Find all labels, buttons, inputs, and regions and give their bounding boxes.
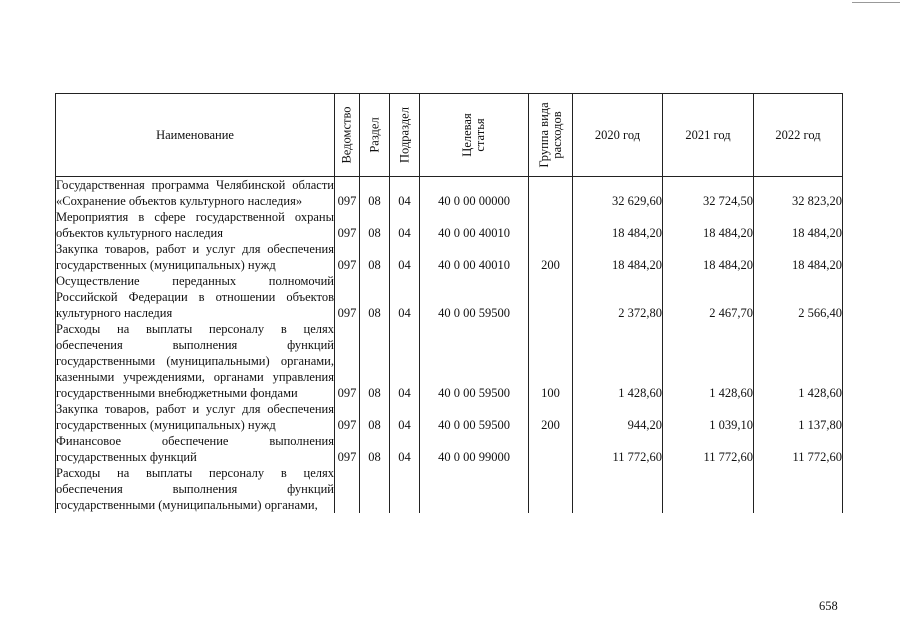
- row-vedomstvo: 097: [335, 209, 360, 241]
- row-2020: 944,20: [573, 401, 663, 433]
- row-vedomstvo: [335, 465, 360, 513]
- row-target: 40 0 00 59500: [420, 401, 529, 433]
- row-2020: 1 428,60: [573, 321, 663, 401]
- col-header-razdel: Раздел: [360, 94, 390, 177]
- row-2022: 32 823,20: [754, 177, 843, 210]
- row-podrazdel: 04: [390, 401, 420, 433]
- table-row: [56, 401, 843, 433]
- row-target: 40 0 00 99000: [420, 433, 529, 465]
- col-header-name: Наименование: [56, 94, 335, 177]
- row-name: Государственная программа Челябинской области «Сохранение объектов культурного наследия»: [56, 178, 334, 208]
- row-razdel: 08: [360, 273, 390, 321]
- row-razdel: 08: [360, 321, 390, 401]
- row-vedomstvo: 097: [335, 241, 360, 273]
- row-2021: 18 484,20: [663, 241, 754, 273]
- row-2021: 1 039,10: [663, 401, 754, 433]
- row-2021: 32 724,50: [663, 177, 754, 210]
- row-podrazdel: 04: [390, 177, 420, 210]
- row-name: Мероприятия в сфере государственной охраны объектов культурного наследия: [56, 210, 334, 240]
- row-2021: 11 772,60: [663, 433, 754, 465]
- row-podrazdel: [390, 465, 420, 513]
- row-vedomstvo: 097: [335, 177, 360, 210]
- row-podrazdel: 04: [390, 209, 420, 241]
- row-2020: 11 772,60: [573, 433, 663, 465]
- row-razdel: 08: [360, 177, 390, 210]
- row-2020: 2 372,80: [573, 273, 663, 321]
- row-2020: [573, 465, 663, 513]
- row-group: 200: [529, 241, 573, 273]
- row-group: [529, 273, 573, 321]
- row-2020: 18 484,20: [573, 209, 663, 241]
- row-2022: [754, 465, 843, 513]
- row-name: Закупка товаров, работ и услуг для обеспечения государственных (муниципальных) нужд: [56, 242, 334, 272]
- row-2021: [663, 465, 754, 513]
- row-target: 40 0 00 59500: [420, 321, 529, 401]
- table-row: [56, 177, 843, 210]
- row-podrazdel: 04: [390, 273, 420, 321]
- col-header-group: Группа вида расходов: [529, 94, 573, 177]
- row-target: 40 0 00 59500: [420, 273, 529, 321]
- budget-table: [55, 93, 843, 513]
- table-row: [56, 273, 843, 321]
- row-group: [529, 433, 573, 465]
- col-header-target: Целевая статья: [420, 94, 529, 177]
- table-row: [56, 321, 843, 401]
- row-name: Финансовое обеспечение выполнения государственных функций: [56, 434, 334, 464]
- row-name: Расходы на выплаты персоналу в целях обеспечения выполнения функций государственными (муниципальными) органами,: [56, 466, 334, 512]
- row-2022: 18 484,20: [754, 209, 843, 241]
- row-2020: 32 629,60: [573, 177, 663, 210]
- row-podrazdel: 04: [390, 241, 420, 273]
- table-row: [56, 241, 843, 273]
- row-2022: 11 772,60: [754, 433, 843, 465]
- table-row: [56, 465, 843, 513]
- row-vedomstvo: 097: [335, 321, 360, 401]
- row-vedomstvo: 097: [335, 433, 360, 465]
- table-row: [56, 209, 843, 241]
- row-razdel: [360, 465, 390, 513]
- row-2022: 18 484,20: [754, 241, 843, 273]
- row-group: [529, 209, 573, 241]
- col-header-2021: 2021 год: [663, 94, 754, 177]
- col-header-podrazdel: Подраздел: [390, 94, 420, 177]
- row-2021: 1 428,60: [663, 321, 754, 401]
- row-vedomstvo: 097: [335, 401, 360, 433]
- row-podrazdel: 04: [390, 321, 420, 401]
- row-razdel: 08: [360, 433, 390, 465]
- row-group: [529, 177, 573, 210]
- row-target: 40 0 00 00000: [420, 177, 529, 210]
- col-header-2020: 2020 год: [573, 94, 663, 177]
- row-group: 100: [529, 321, 573, 401]
- page-number: 658: [819, 599, 838, 613]
- row-razdel: 08: [360, 401, 390, 433]
- col-header-2022: 2022 год: [754, 94, 843, 177]
- row-name: Осуществление переданных полномочий Российской Федерации в отношении объектов культурного наследия: [56, 274, 334, 320]
- row-target: 40 0 00 40010: [420, 241, 529, 273]
- row-razdel: 08: [360, 241, 390, 273]
- row-target: [420, 465, 529, 513]
- row-vedomstvo: 097: [335, 273, 360, 321]
- row-2021: 2 467,70: [663, 273, 754, 321]
- row-2022: 2 566,40: [754, 273, 843, 321]
- col-header-vedomstvo: Ведомство: [335, 94, 360, 177]
- row-2022: 1 137,80: [754, 401, 843, 433]
- row-2020: 18 484,20: [573, 241, 663, 273]
- row-group: [529, 465, 573, 513]
- row-2022: 1 428,60: [754, 321, 843, 401]
- row-group: 200: [529, 401, 573, 433]
- table-row: [56, 433, 843, 465]
- row-target: 40 0 00 40010: [420, 209, 529, 241]
- row-2021: 18 484,20: [663, 209, 754, 241]
- table-header-row: [56, 94, 843, 177]
- row-podrazdel: 04: [390, 433, 420, 465]
- top-rule: [852, 2, 900, 3]
- row-name: Закупка товаров, работ и услуг для обеспечения государственных (муниципальных) нужд: [56, 402, 334, 432]
- row-razdel: 08: [360, 209, 390, 241]
- row-name: Расходы на выплаты персоналу в целях обеспечения выполнения функций государственными (муниципальными) органами, казенными учреждениями, органами управления государственными внебюджетными фондами: [56, 322, 334, 400]
